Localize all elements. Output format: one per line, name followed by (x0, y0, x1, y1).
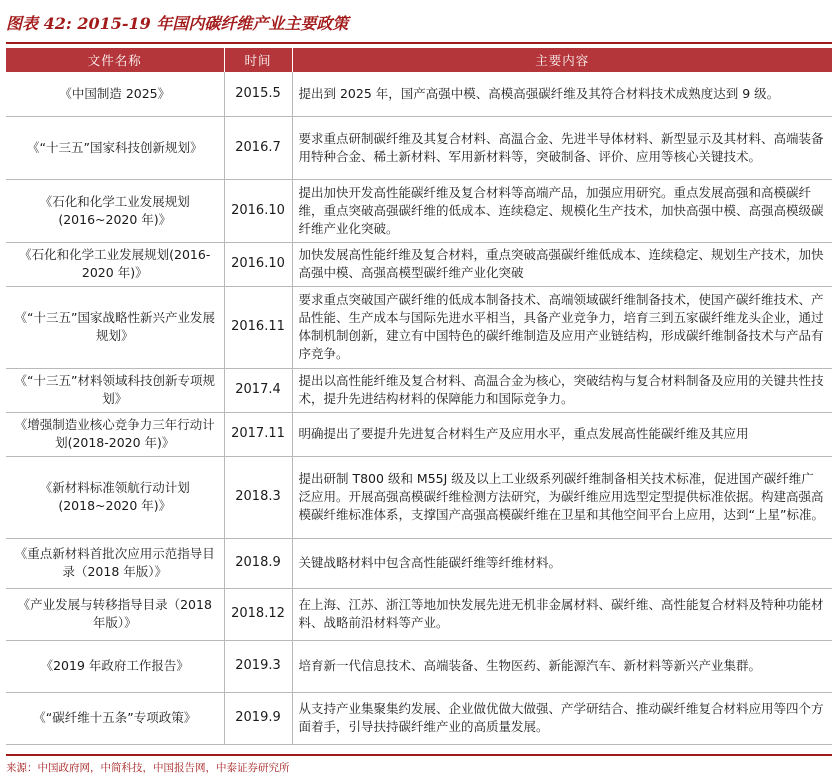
doc-name-cell: 《“十三五”材料领域科技创新专项规划》 (6, 368, 224, 412)
doc-name-cell: 《“十三五”国家战略性新兴产业发展规划》 (6, 286, 224, 368)
doc-name-cell: 《石化和化学工业发展规划(2016-2020 年)》 (6, 242, 224, 286)
header-doc-name: 文件名称 (6, 48, 224, 72)
time-cell: 2018.3 (224, 456, 292, 538)
time-cell: 2018.12 (224, 588, 292, 640)
table-row (6, 538, 832, 588)
time-cell: 2019.3 (224, 640, 292, 692)
doc-name-cell: 《增强制造业核心竞争力三年行动计划(2018-2020 年)》 (6, 412, 224, 456)
content-cell: 提出以高性能纤维及复合材料、高温合金为核心，突破结构与复合材料制备及应用的关键共性技术，提升先进结构材料的保障能力和国际竞争力。 (292, 368, 832, 412)
doc-name-cell: 《2019 年政府工作报告》 (6, 640, 224, 692)
table-header-row (6, 48, 832, 72)
content-cell: 明确提出了要提升先进复合材料生产及应用水平，重点发展高性能碳纤维及其应用 (292, 412, 832, 456)
time-cell: 2018.9 (224, 538, 292, 588)
bottom-rule (6, 754, 832, 756)
doc-name-cell: 《重点新材料首批次应用示范指导目录（2018 年版）》 (6, 538, 224, 588)
time-cell: 2016.10 (224, 179, 292, 242)
doc-name-cell: 《石化和化学工业发展规划(2016~2020 年)》 (6, 179, 224, 242)
table-row (6, 368, 832, 412)
table-row (6, 456, 832, 538)
time-cell: 2015.5 (224, 72, 292, 116)
doc-name-cell: 《新材料标准领航行动计划(2018~2020 年)》 (6, 456, 224, 538)
content-cell: 在上海、江苏、浙江等地加快发展先进无机非金属材料、碳纤维、高性能复合材料及特种功能材料、战略前沿材料等产业。 (292, 588, 832, 640)
policy-table (6, 48, 832, 745)
content-cell: 提出研制 T800 级和 M55J 级及以上工业级系列碳纤维制备相关技术标准，促进国产碳纤维广泛应用。开展高强高模碳纤维检测方法研究，为碳纤维应用选型定型提供标准依据。构建高强高模碳纤维标准体系，支撑国产高强高模碳纤维在卫星和其他空间平台上应用，达到“上星”标准。 (292, 456, 832, 538)
content-cell: 培育新一代信息技术、高端装备、生物医药、新能源汽车、新材料等新兴产业集群。 (292, 640, 832, 692)
table-row (6, 286, 832, 368)
title-rule (6, 42, 832, 44)
content-cell: 提出到 2025 年，国产高强中模、高模高强碳纤维及其符合材料技术成熟度达到 9 级。 (292, 72, 832, 116)
doc-name-cell: 《“十三五”国家科技创新规划》 (6, 116, 224, 179)
time-cell: 2016.11 (224, 286, 292, 368)
time-cell: 2017.11 (224, 412, 292, 456)
time-cell: 2016.10 (224, 242, 292, 286)
table-row (6, 640, 832, 692)
doc-name-cell: 《中国制造 2025》 (6, 72, 224, 116)
doc-name-cell: 《“碳纤维十五条”专项政策》 (6, 692, 224, 744)
header-content: 主要内容 (292, 48, 832, 72)
content-cell: 关键战略材料中包含高性能碳纤维等纤维材料。 (292, 538, 832, 588)
table-row (6, 72, 832, 116)
table-row (6, 242, 832, 286)
time-cell: 2017.4 (224, 368, 292, 412)
content-cell: 加快发展高性能纤维及复合材料，重点突破高强碳纤维低成本、连续稳定、规划生产技术，加快高强中模、高强高模型碳纤维产业化突破 (292, 242, 832, 286)
doc-name-cell: 《产业发展与转移指导目录（2018 年版）》 (6, 588, 224, 640)
source-note: 来源：中国政府网，中简科技，中国报告网，中泰证券研究所 (6, 762, 290, 774)
content-cell: 从支持产业集聚集约发展、企业做优做大做强、产学研结合、推动碳纤维复合材料应用等四个方面着手，引导扶持碳纤维产业的高质量发展。 (292, 692, 832, 744)
table-row (6, 116, 832, 179)
table-row (6, 588, 832, 640)
table-row (6, 692, 832, 744)
time-cell: 2019.9 (224, 692, 292, 744)
content-cell: 要求重点研制碳纤维及其复合材料、高温合金、先进半导体材料、新型显示及其材料、高端装备用特种合金、稀土新材料、军用新材料等，突破制备、评价、应用等核心关键技术。 (292, 116, 832, 179)
content-cell: 提出加快开发高性能碳纤维及复合材料等高端产品，加强应用研究。重点发展高强和高模碳纤维，重点突破高强碳纤维的低成本、连续稳定、规模化生产技术，加快高强中模、高强高模级碳纤维产业化突破。 (292, 179, 832, 242)
time-cell: 2016.7 (224, 116, 292, 179)
table-row (6, 179, 832, 242)
content-cell: 要求重点突破国产碳纤维的低成本制备技术、高端领域碳纤维制备技术，使国产碳纤维技术、产品性能、生产成本与国际先进水平相当，具备产业竞争力，培育三到五家碳纤维龙头企业，通过体制机制创新，建立有中国特色的碳纤维制造及应用产业链结构，形成碳纤维制备技术与产品有序竞争。 (292, 286, 832, 368)
header-time: 时间 (224, 48, 292, 72)
figure-title: 图表 42: 2015-19 年国内碳纤维产业主要政策 (6, 14, 349, 33)
table-row (6, 412, 832, 456)
